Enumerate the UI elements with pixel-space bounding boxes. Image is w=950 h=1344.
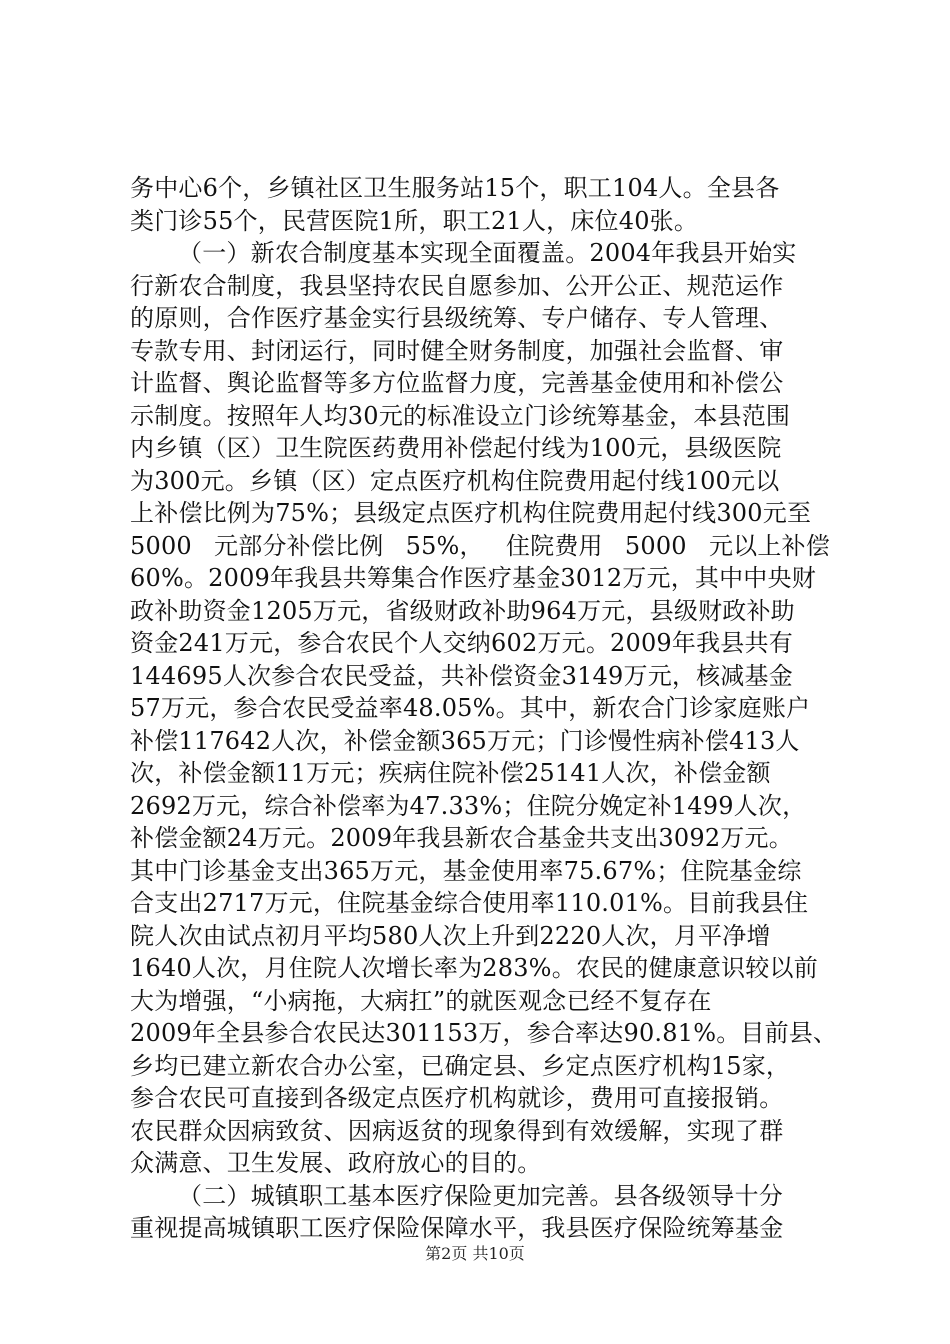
justified-segment: 元部分补偿比例: [214, 531, 384, 560]
paragraph-line: 重视提高城镇职工医疗保险保障水平，我县医疗保险统筹基金: [130, 1214, 784, 1242]
paragraph-line: 内乡镇（区）卫生院医药费用补偿起付线为100元，县级医院: [130, 434, 782, 462]
document-body: [130, 172, 838, 1245]
section-heading-line: （二）城镇职工基本医疗保险更加完善。县各级领导十分: [178, 1181, 783, 1210]
paragraph-line: 合支出2717万元，住院基金综合使用率110.01%。目前我县住: [130, 889, 809, 917]
paragraph-line: 次，补偿金额11万元；疾病住院补偿25141人次，补偿金额: [130, 759, 771, 787]
justified-segment: 55%，: [405, 531, 484, 560]
paragraph-line: 众满意、卫生发展、政府放心的目的。: [130, 1149, 542, 1177]
justified-paragraph-line: [130, 530, 830, 563]
paragraph-line: 院人次由试点初月平均580人次上升到2220人次，月平净增: [130, 921, 771, 950]
paragraph-line: 1640人次，月住院人次增长率为283%。农民的健康意识较以前: [130, 954, 818, 982]
paragraph-line: 2009年全县参合农民达301153万，参合率达90.81%。目前县、: [130, 1019, 838, 1047]
paragraph-line: 上补偿比例为75%；县级定点医疗机构住院费用起付线300元至: [130, 499, 812, 527]
paragraph-line: 60%。2009年我县共筹集合作医疗基金3012万元，其中中央财: [130, 564, 816, 592]
paragraph-line: 57万元，参合农民受益率48.05%。其中，新农合门诊家庭账户: [130, 694, 811, 722]
paragraph-line: 大为增强，“小病拖，大病扛”的就医观念已经不复存在: [130, 986, 712, 1015]
paragraph-line: 类门诊55个，民营医院1所，职工21人，床位40张。: [130, 206, 699, 235]
paragraph-line: 专款专用、封闭运行，同时健全财务制度，加强社会监督、审: [130, 336, 784, 365]
paragraph-line: 乡均已建立新农合办公室，已确定县、乡定点医疗机构15家，: [130, 1051, 791, 1080]
paragraph-line: 补偿金额24万元。2009年我县新农合基金共支出3092万元。: [130, 824, 793, 852]
paragraph-line: 行新农合制度，我县坚持农民自愿参加、公开公正、规范运作: [130, 271, 784, 300]
paragraph-line: 农民群众因病致贫、因病返贫的现象得到有效缓解，实现了群: [130, 1116, 784, 1145]
paragraph-line: 的原则，合作医疗基金实行县级统筹、专户储存、专人管理、: [130, 304, 784, 332]
paragraph-line: 2692万元，综合补偿率为47.33%；住院分娩定补1499人次，: [130, 791, 807, 820]
paragraph-line: 计监督、舆论监督等多方位监督力度，完善基金使用和补偿公: [130, 369, 784, 397]
paragraph-line: 为300元。乡镇（区）定点医疗机构住院费用起付线100元以: [130, 466, 780, 495]
justified-segment: 5000: [624, 531, 687, 560]
paragraph-line: 补偿117642人次，补偿金额365万元；门诊慢性病补偿413人: [130, 726, 800, 755]
justified-segment: 5000: [130, 531, 192, 560]
paragraph-line: 政补助资金1205万元，省级财政补助964万元，县级财政补助: [130, 596, 795, 625]
paragraph-line: 示制度。按照年人均30元的标准设立门诊统筹基金，本县范围: [130, 401, 791, 430]
paragraph-line: 其中门诊基金支出365万元，基金使用率75.67%；住院基金综: [130, 856, 802, 885]
section-heading-line: （一）新农合制度基本实现全面覆盖。2004年我县开始实: [178, 239, 797, 267]
paragraph-line: 务中心6个，乡镇社区卫生服务站15个，职工104人。全县各: [130, 174, 780, 202]
justified-segment: 住院费用: [505, 531, 603, 560]
paragraph-line: 144695人次参合农民受益，共补偿资金3149万元，核减基金: [130, 661, 793, 690]
page-number-footer: 第2页 共10页: [425, 1244, 525, 1263]
paragraph-line: 资金241万元，参合农民个人交纳602万元。2009年我县共有: [130, 629, 793, 657]
paragraph-line: 参合农民可直接到各级定点医疗机构就诊，费用可直接报销。: [130, 1084, 784, 1112]
justified-segment: 元以上补偿: [708, 531, 830, 560]
